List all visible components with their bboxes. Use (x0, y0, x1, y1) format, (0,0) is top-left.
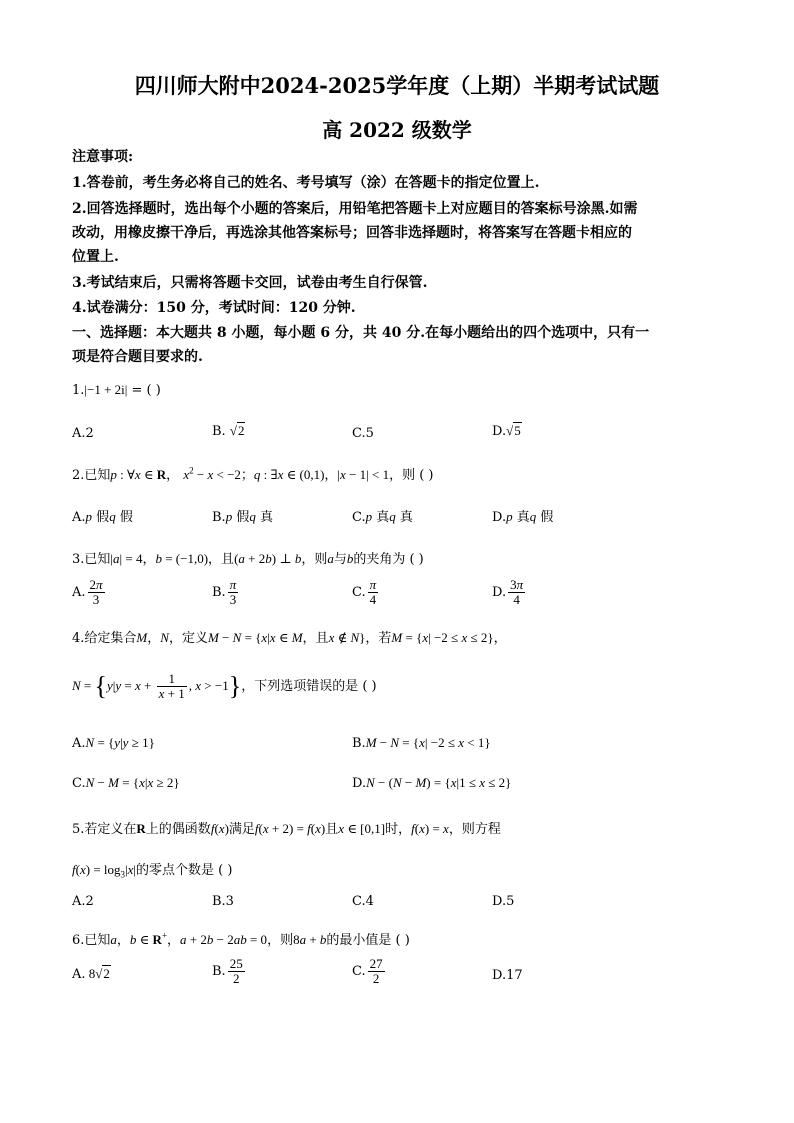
q5-option-a: A.2 (72, 894, 94, 909)
q1-d-value: √5 (506, 423, 521, 438)
q5-option-d: D.5 (492, 894, 515, 909)
q3-option-b: B. $\frac{\pi}{3}$ (212, 577, 237, 607)
question-5-cont: $f(x) = \log_3|x|$的零点个数是 ( ) (72, 862, 233, 880)
question-1 (72, 382, 161, 398)
q6-option-c: C. $\frac{27}{2}$ (352, 956, 383, 986)
q3-option-a: A. $\frac{2\pi}{3}$ (72, 577, 103, 607)
q1-b-value: √2 (229, 423, 245, 438)
q2-tail: ，则 ( ) (389, 468, 434, 483)
question-3: 3.已知|a| = 4，b = (−1,0)，且(a + 2b) ⊥ b，则a与b的夹角为 ( ) (72, 551, 424, 567)
q2-sep2: ； (240, 468, 254, 483)
notice-item-2: 2.回答选择题时，选出每个小题的答案后，用铅笔把答题卡上对应题目的答案标号涂黑.如需 (72, 201, 638, 217)
notice-item-3: 3.考试结束后，只需将答题卡交回，试卷由考生自行保管. (72, 275, 428, 291)
q2-sep1: ， (166, 468, 180, 483)
q2-option-b: B.p 假q 真 (212, 509, 273, 525)
exam-title: 四川师大附中2024-2025学年度（上期）半期考试试题 (134, 73, 660, 98)
q2-sep3: ， (324, 468, 338, 483)
q6-option-d: D.17 (492, 968, 523, 983)
q1-option-d (492, 423, 522, 439)
q1-option-a: A.2 (72, 426, 94, 441)
q4-option-c: C.N − M = {x|x ≥ 2} (72, 775, 180, 791)
q1-d-label: D. (492, 424, 507, 439)
exam-subtitle: 高 2022 级数学 (322, 118, 472, 142)
notice-heading: 注意事项: (72, 149, 134, 165)
notice-item-2-cont: 改动，用橡皮擦干净后，再选涂其他答案标号；回答非选择题时，将答案写在答题卡相应的 (72, 225, 632, 241)
question-2: 2.已知p : ∀x ∈ R， $x^2 - x < -2$；q : ∃x ∈ (0,1)，|x − 1| < 1，则 ( ) (72, 465, 434, 483)
question-6: 6.已知a，b ∈ R+，a + 2b − 2ab = 0，则8a + b的最小值是 ( ) (72, 930, 410, 948)
q2-p-def: p (110, 467, 117, 482)
q6-option-a: A. 8√2 (72, 966, 110, 982)
notice-item-4: 4.试卷满分：150 分，考试时间：120 分钟. (72, 300, 356, 316)
q2-prefix: 2.已知 (72, 468, 111, 483)
q4-option-b: B.M − N = {x| −2 ≤ x < 1} (352, 735, 491, 751)
question-4: 4.给定集合M，N，定义M − N = {x|x ∈ M，且x ∉ N}，若M = {x| −2 ≤ x ≤ 2}， (72, 630, 507, 646)
q2-option-a: A.p 假q 假 (72, 509, 133, 525)
q5-option-b: B.3 (212, 894, 234, 909)
section-heading-line1: 一、选择题：本大题共 8 小题，每小题 6 分，共 40 分.在每小题给出的四个选项中，只有一 (72, 325, 650, 341)
q1-expr: |−1 + 2i| (84, 382, 128, 397)
q1-stem: = ( ) (131, 383, 161, 398)
q1-b-label: B. (212, 424, 226, 439)
q4-option-d: D.N − (N − M) = {x|1 ≤ x ≤ 2} (352, 775, 512, 791)
notice-item-2-end: 位置上. (72, 249, 119, 265)
q3-option-d: D. $\frac{3\pi}{4}$ (492, 577, 524, 607)
q5-option-c: C.4 (352, 894, 374, 909)
section-heading-line2: 项是符合题目要求的. (72, 349, 203, 365)
question-4-set-n: N = {y|y = x + $\frac{1}{x + 1}$ , x > −1}，下列选项错误的是 ( ) (72, 671, 377, 701)
q2-option-c: C.p 真q 真 (352, 509, 413, 525)
q6-option-b: B. $\frac{25}{2}$ (212, 956, 243, 986)
q1-option-c: C.5 (352, 426, 374, 441)
q2-option-d: D.p 真q 假 (492, 509, 554, 525)
question-5: 5.若定义在R上的偶函数f(x)满足f(x + 2) = f(x)且x ∈ [0,1]时，f(x) = x，则方程 (72, 821, 501, 837)
q4-option-a: A.N = {y|y ≥ 1} (72, 735, 155, 751)
q3-option-c: C. $\frac{\pi}{4}$ (352, 577, 377, 607)
q1-number: 1. (72, 383, 85, 398)
q1-option-b (212, 423, 245, 439)
notice-item-1: 1.答卷前，考生务必将自己的姓名、考号填写（涂）在答题卡的指定位置上. (72, 175, 540, 191)
